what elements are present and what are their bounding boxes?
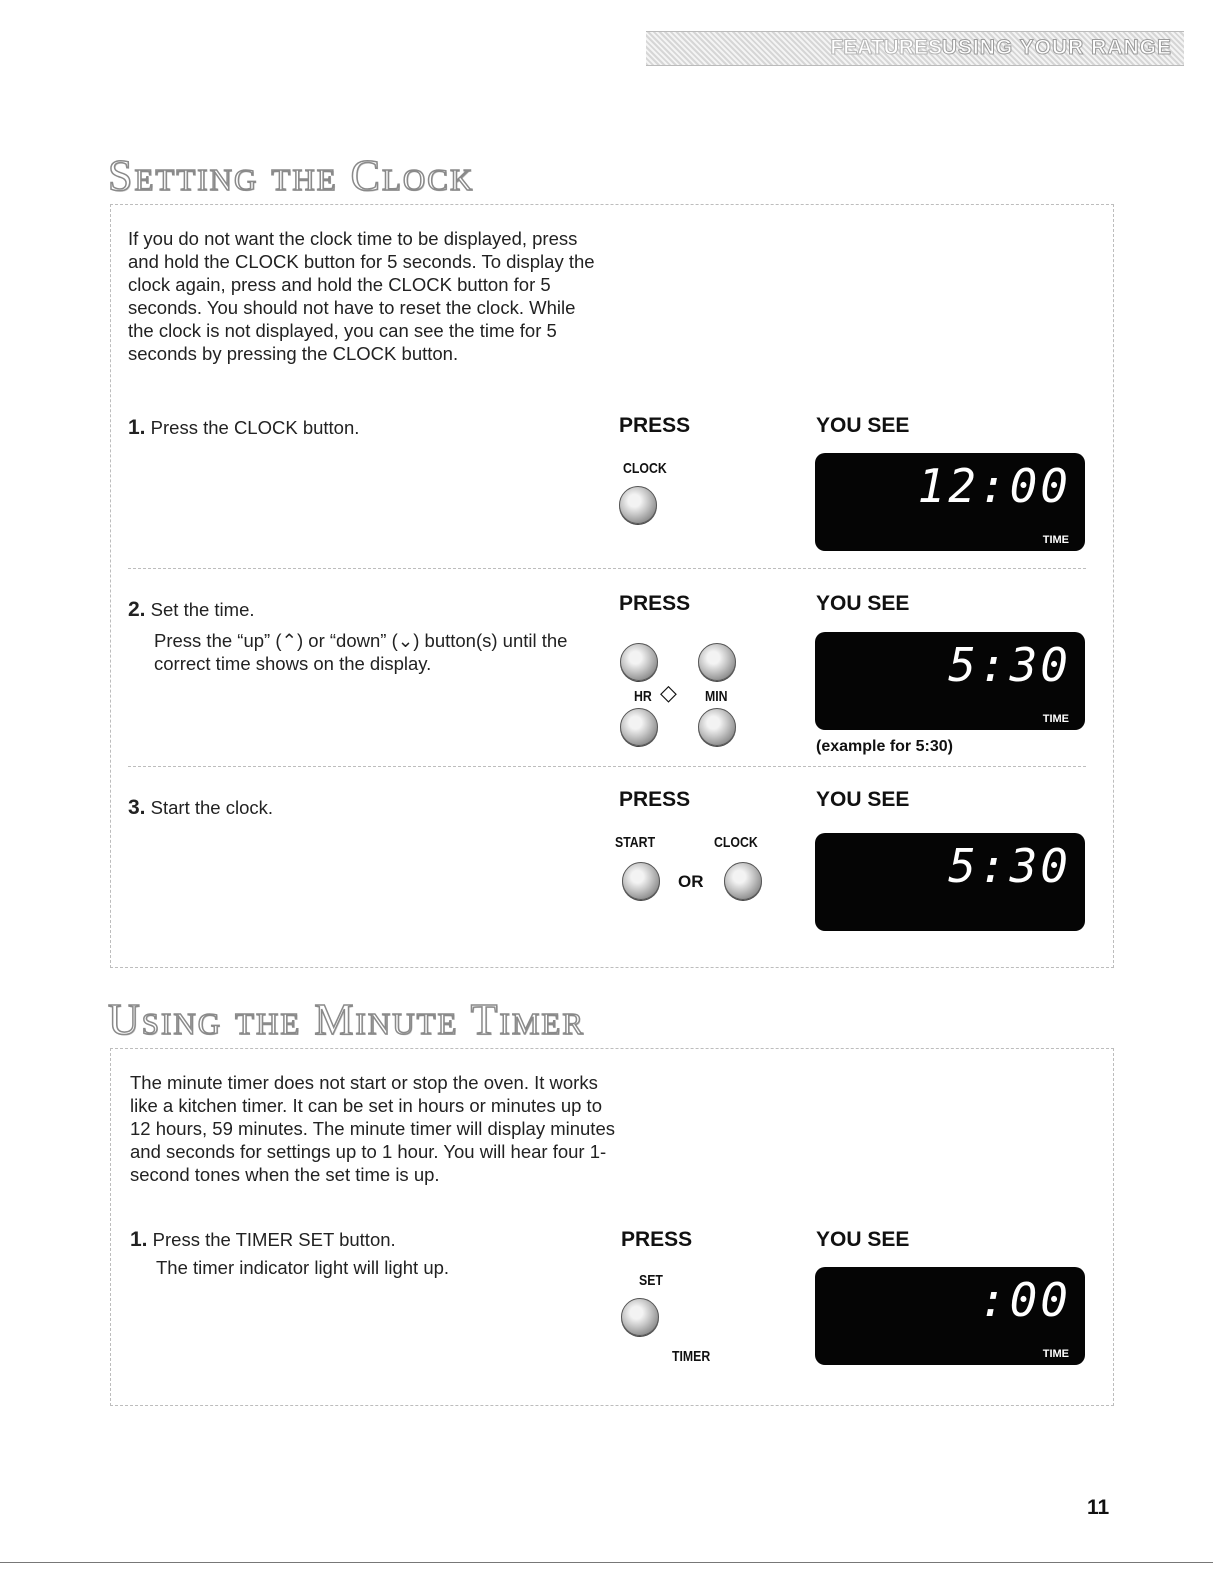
bottom-rule	[0, 1562, 1213, 1563]
step-text: Set the time.	[150, 599, 255, 620]
timer-set-button[interactable]	[621, 1298, 659, 1336]
step-detail: Press the “up” (⌃) or “down” (⌄) button(s) until the correct time shows on the display.	[154, 630, 568, 674]
clock-section-title: Setting the Clock	[108, 151, 475, 200]
you-see-header: YOU SEE	[816, 788, 910, 811]
time-indicator: TIME	[1042, 534, 1069, 546]
clock-button[interactable]	[724, 862, 762, 900]
hr-label: HR	[634, 688, 652, 705]
set-label: SET	[639, 1272, 663, 1289]
timer-intro: The minute timer does not start or stop the oven. It works like a kitchen timer. It can be set in hours or minutes up to 12 hours, 59 minutes. The minute timer will display minutes and seconds for settings up to 1 hour. You will hear four 1-second tones when the set time is up.	[130, 1072, 615, 1185]
display-screen	[815, 1267, 1085, 1365]
step-number: 3.	[128, 796, 146, 819]
hr-down-button[interactable]	[620, 708, 658, 746]
min-down-button[interactable]	[698, 708, 736, 746]
min-label: MIN	[705, 688, 728, 705]
clock-label: CLOCK	[714, 834, 758, 851]
start-label: START	[615, 834, 656, 851]
divider	[128, 568, 1086, 569]
timer-section-title: Using the Minute Timer	[108, 995, 586, 1044]
step-text: Press the TIMER SET button.	[152, 1229, 396, 1250]
display-digits: 5:30	[948, 638, 1071, 692]
press-header: PRESS	[619, 414, 691, 437]
you-see-header: YOU SEE	[816, 1228, 910, 1251]
clock-button-label: CLOCK	[623, 460, 667, 477]
display-screen	[815, 632, 1085, 730]
timer-step1	[130, 1228, 396, 1252]
display-digits: 12:00	[917, 459, 1071, 513]
timer-label: TIMER	[672, 1348, 711, 1365]
clock-intro: If you do not want the clock time to be displayed, press and hold the CLOCK button for 5 seconds. To display the clock again, press and hold the CLOCK button for 5 seconds. You should not have to reset the clock. While the clock is not displayed, you can see the time for 5 seconds by pressing the CLOCK button.	[128, 228, 595, 364]
example-note: (example for 5:30)	[816, 738, 953, 755]
start-button[interactable]	[622, 862, 660, 900]
step-detail: The timer indicator light will light up.	[156, 1257, 450, 1278]
clock-button[interactable]	[619, 486, 657, 524]
display-digits: :00	[978, 1273, 1071, 1327]
press-header: PRESS	[619, 788, 691, 811]
step-number: 1.	[130, 1228, 148, 1251]
time-indicator: TIME	[1042, 713, 1069, 725]
display-screen	[815, 453, 1085, 551]
time-indicator: TIME	[1042, 1348, 1069, 1360]
display-digits: 5:30	[948, 839, 1071, 893]
page-number: 11	[1087, 1496, 1110, 1519]
display-screen	[815, 833, 1085, 931]
step-number: 1.	[128, 416, 146, 439]
step-number: 2.	[128, 598, 146, 621]
you-see-header: YOU SEE	[816, 592, 910, 615]
step-text: Start the clock.	[150, 797, 274, 818]
section-banner	[646, 31, 1184, 66]
press-header: PRESS	[619, 592, 691, 615]
press-header: PRESS	[621, 1228, 693, 1251]
min-up-button[interactable]	[698, 643, 736, 681]
divider	[128, 766, 1086, 767]
hr-up-button[interactable]	[620, 643, 658, 681]
step-text: Press the CLOCK button.	[150, 417, 360, 438]
clock-step3	[128, 796, 273, 820]
banner-right: USING YOUR RANGE	[941, 36, 1172, 59]
or-text: OR	[678, 872, 704, 891]
banner-left: FEATURES	[830, 36, 942, 59]
clock-step1	[128, 416, 359, 440]
clock-step2	[128, 598, 255, 622]
you-see-header: YOU SEE	[816, 414, 910, 437]
up-down-arrow-icon: ◇	[660, 680, 677, 705]
